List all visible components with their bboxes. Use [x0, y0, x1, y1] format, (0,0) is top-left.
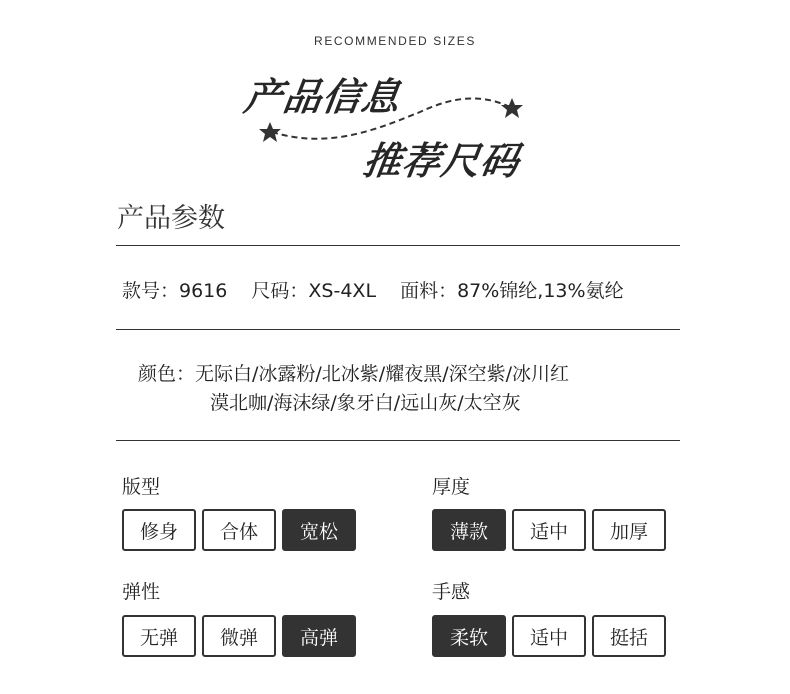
fabric-composition: 面料：87%锦纶,13%氨纶 — [400, 280, 624, 302]
thickness-option-thin[interactable]: 薄款 — [432, 509, 506, 551]
section-title-params: 产品参数 — [117, 203, 225, 234]
thickness-option-medium[interactable]: 适中 — [512, 509, 586, 551]
divider — [116, 245, 680, 246]
recommended-sizes-caption: RECOMMENDED SIZES — [314, 34, 476, 48]
star-icon-right — [501, 98, 523, 118]
feel-option-soft[interactable]: 柔软 — [432, 615, 506, 657]
elasticity-option-none[interactable]: 无弹 — [122, 615, 196, 657]
feel-label: 手感 — [432, 581, 471, 603]
star-icon-left — [259, 122, 281, 142]
spec-row — [122, 276, 642, 303]
product-info-heading: 产品信息 — [241, 75, 404, 119]
color-line-1: 颜色：无际白/冰露粉/北冰紫/耀夜黑/深空紫/冰川红 — [138, 363, 570, 385]
elasticity-option-high[interactable]: 高弹 — [282, 615, 356, 657]
color-list — [138, 360, 569, 418]
fit-option-regular[interactable]: 合体 — [202, 509, 276, 551]
size-range: 尺码：XS-4XL — [251, 280, 377, 302]
color-line-2: 漠北咖/海沫绿/象牙白/远山灰/太空灰 — [210, 392, 521, 414]
fit-label: 版型 — [122, 476, 161, 498]
fit-option-loose[interactable]: 宽松 — [282, 509, 356, 551]
recommended-size-heading: 推荐尺码 — [360, 139, 523, 183]
divider — [116, 329, 680, 330]
fit-option-slim[interactable]: 修身 — [122, 509, 196, 551]
style-number: 款号：9616 — [122, 280, 228, 302]
elasticity-label: 弹性 — [122, 581, 161, 603]
divider — [116, 440, 680, 441]
feel-option-crisp[interactable]: 挺括 — [592, 615, 666, 657]
thickness-option-thick[interactable]: 加厚 — [592, 509, 666, 551]
elasticity-option-slight[interactable]: 微弹 — [202, 615, 276, 657]
feel-option-medium[interactable]: 适中 — [512, 615, 586, 657]
thickness-label: 厚度 — [432, 476, 471, 498]
